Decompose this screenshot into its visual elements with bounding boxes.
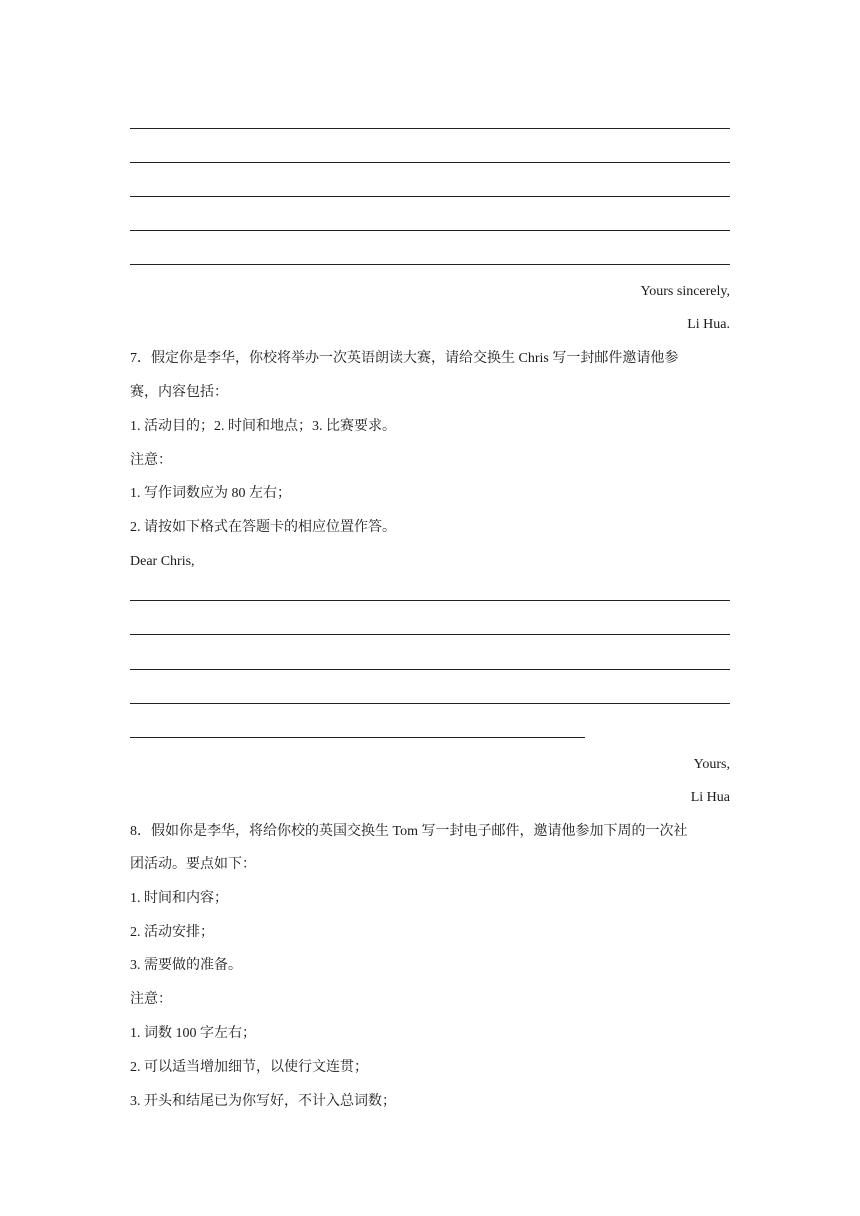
q8-prompt-line1: 8．假如你是李华，将给你校的英国交换生 Tom 写一封电子邮件，邀请他参加下周的一次社 — [130, 824, 688, 839]
q8-point2: 2. 活动安排； — [130, 925, 214, 940]
q7-prompt-line1: 7．假定你是李华，你校将举办一次英语朗读大赛，请给交换生 Chris 写一封邮件邀请他参 — [130, 351, 679, 366]
answer-line — [130, 162, 730, 163]
q7-greeting: Dear Chris, — [130, 554, 195, 569]
q7-note1: 1. 写作词数应为 80 左右； — [130, 486, 291, 501]
q7-prompt-line2: 赛，内容包括： — [130, 385, 228, 400]
q7-closing: Yours, — [693, 757, 730, 772]
q7-note2: 2. 请按如下格式在答题卡的相应位置作答。 — [130, 520, 396, 535]
answer-line — [130, 634, 730, 635]
q8-note-label: 注意： — [130, 992, 172, 1007]
q8-note2: 2. 可以适当增加细节，以使行文连贯； — [130, 1060, 368, 1075]
q7-points: 1. 活动目的；2. 时间和地点；3. 比赛要求。 — [130, 419, 396, 434]
q8-point1: 1. 时间和内容； — [130, 891, 228, 906]
answer-line — [130, 230, 730, 231]
letter-closing: Yours sincerely, — [640, 284, 730, 299]
q7-note-label: 注意： — [130, 453, 172, 468]
answer-line — [130, 128, 730, 129]
answer-line — [130, 264, 730, 265]
letter-signature: Li Hua. — [687, 317, 730, 332]
q8-prompt-line2: 团活动。要点如下： — [130, 857, 256, 872]
q8-point3: 3. 需要做的准备。 — [130, 958, 242, 973]
answer-line — [130, 600, 730, 601]
answer-line — [130, 703, 730, 704]
answer-line — [130, 196, 730, 197]
answer-line — [130, 669, 730, 670]
document-page — [130, 0, 730, 1216]
answer-line — [130, 737, 585, 738]
q8-note1: 1. 词数 100 字左右； — [130, 1026, 256, 1041]
q7-signature: Li Hua — [690, 790, 730, 805]
q8-note3: 3. 开头和结尾已为你写好，不计入总词数； — [130, 1094, 396, 1109]
